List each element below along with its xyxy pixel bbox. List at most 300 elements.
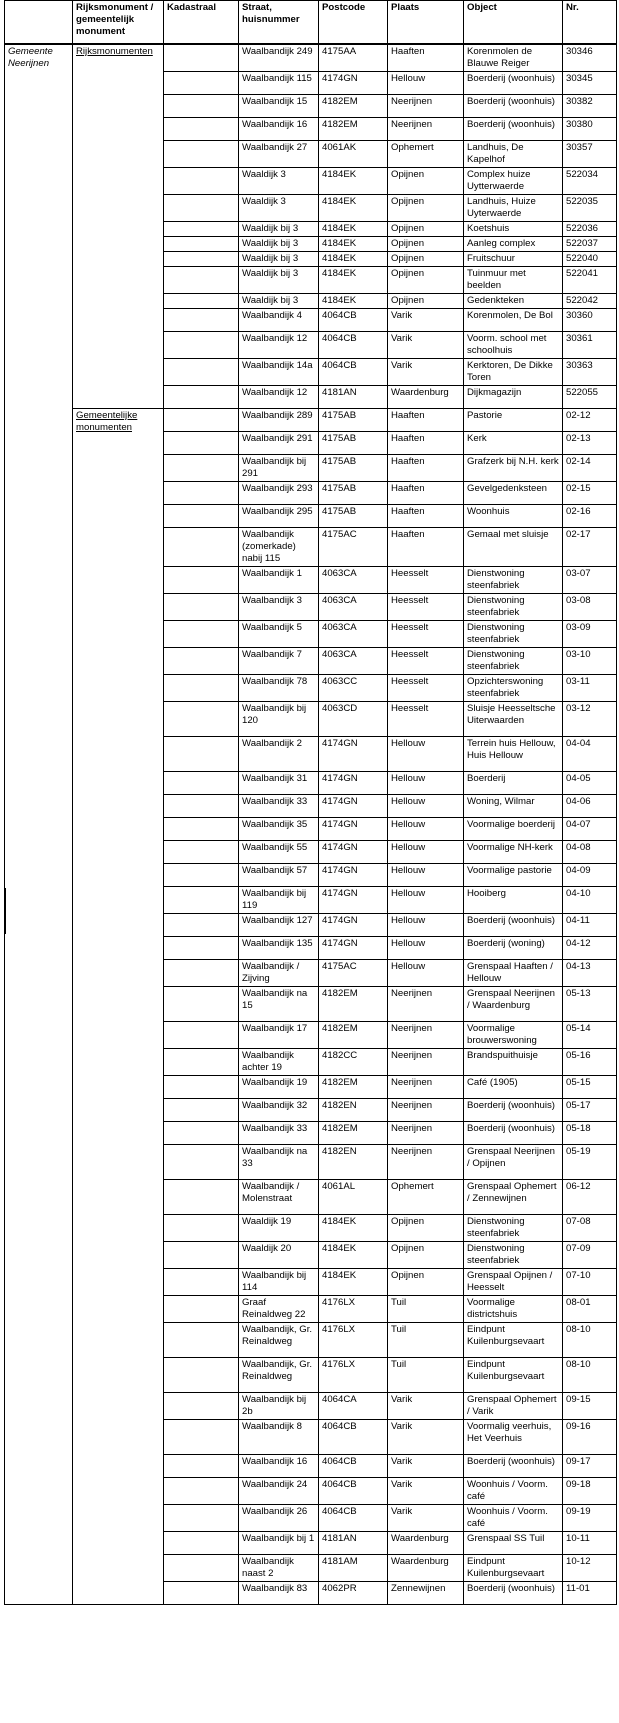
object-cell: Korenmolen de Blauwe Reiger (464, 44, 563, 72)
straat-cell: Waaldijk bij 3 (239, 237, 319, 252)
plaats-cell: Opijnen (388, 1269, 464, 1296)
straat-cell: Waaldijk bij 3 (239, 267, 319, 294)
straat-cell: Waalbandijk 2 (239, 737, 319, 772)
postcode-cell: 4176LX (319, 1296, 388, 1323)
nr-cell: 02-13 (563, 432, 617, 455)
kadastraal-cell (164, 1323, 239, 1358)
plaats-cell: Varik (388, 1393, 464, 1420)
straat-cell: Graaf Reinaldweg 22 (239, 1296, 319, 1323)
object-cell: Boerderij (woonhuis) (464, 72, 563, 95)
postcode-cell: 4184EK (319, 1269, 388, 1296)
plaats-cell: Tuil (388, 1323, 464, 1358)
object-cell: Dienstwoning steenfabriek (464, 594, 563, 621)
object-cell: Boerderij (woonhuis) (464, 1455, 563, 1478)
nr-cell: 07-08 (563, 1215, 617, 1242)
kadastraal-cell (164, 505, 239, 528)
object-cell: Gedenkteken (464, 294, 563, 309)
plaats-cell: Hellouw (388, 737, 464, 772)
object-cell: Aanleg complex (464, 237, 563, 252)
nr-cell: 03-10 (563, 648, 617, 675)
straat-cell: Waalbandijk bij 114 (239, 1269, 319, 1296)
kadastraal-cell (164, 1296, 239, 1323)
plaats-cell: Haaften (388, 505, 464, 528)
object-cell: Grenspaal Ophemert / Zennewijnen (464, 1180, 563, 1215)
plaats-cell: Zennewijnen (388, 1582, 464, 1605)
kadastraal-cell (164, 252, 239, 267)
kadastraal-cell (164, 195, 239, 222)
postcode-cell: 4182CC (319, 1049, 388, 1076)
straat-cell: Waalbandijk 24 (239, 1478, 319, 1505)
postcode-cell: 4062PR (319, 1582, 388, 1605)
postcode-cell: 4181AM (319, 1555, 388, 1582)
plaats-cell: Neerijnen (388, 1022, 464, 1049)
nr-cell: 09-15 (563, 1393, 617, 1420)
straat-cell: Waalbandijk 26 (239, 1505, 319, 1532)
kadastraal-cell (164, 702, 239, 737)
kadastraal-cell (164, 1455, 239, 1478)
nr-cell: 03-11 (563, 675, 617, 702)
object-cell: Dienstwoning steenfabriek (464, 567, 563, 594)
object-cell: Terrein huis Hellouw, Huis Hellouw (464, 737, 563, 772)
postcode-cell: 4175AA (319, 44, 388, 72)
postcode-cell: 4182EM (319, 1122, 388, 1145)
straat-cell: Waalbandijk 33 (239, 1122, 319, 1145)
straat-cell: Waalbandijk 249 (239, 44, 319, 72)
postcode-cell: 4175AC (319, 528, 388, 567)
object-cell: Brandspuithuisje (464, 1049, 563, 1076)
kadastraal-cell (164, 1099, 239, 1122)
plaats-cell: Haaften (388, 432, 464, 455)
nr-cell: 09-19 (563, 1505, 617, 1532)
kadastraal-cell (164, 237, 239, 252)
postcode-cell: 4184EK (319, 267, 388, 294)
plaats-cell: Opijnen (388, 1215, 464, 1242)
nr-cell: 04-12 (563, 937, 617, 960)
postcode-cell: 4174GN (319, 72, 388, 95)
header-kadastraal: Kadastraal (164, 1, 239, 45)
nr-cell: 07-10 (563, 1269, 617, 1296)
nr-cell: 10-11 (563, 1532, 617, 1555)
straat-cell: Waalbandijk 115 (239, 72, 319, 95)
kadastraal-cell (164, 267, 239, 294)
plaats-cell: Varik (388, 1505, 464, 1532)
object-cell: Woonhuis / Voorm. café (464, 1505, 563, 1532)
nr-cell: 522037 (563, 237, 617, 252)
plaats-cell: Varik (388, 1455, 464, 1478)
plaats-cell: Haaften (388, 44, 464, 72)
nr-cell: 30357 (563, 141, 617, 168)
kadastraal-cell (164, 482, 239, 505)
nr-cell: 522041 (563, 267, 617, 294)
object-cell: Boerderij (woonhuis) (464, 914, 563, 937)
postcode-cell: 4174GN (319, 887, 388, 914)
plaats-cell: Opijnen (388, 168, 464, 195)
straat-cell: Waalbandijk 16 (239, 118, 319, 141)
object-cell: Dijkmagazijn (464, 386, 563, 409)
monument-table (4, 0, 617, 1605)
object-cell: Kerk (464, 432, 563, 455)
object-cell: Grafzerk bij N.H. kerk (464, 455, 563, 482)
postcode-cell: 4175AB (319, 409, 388, 432)
table-row (5, 409, 617, 432)
kadastraal-cell (164, 864, 239, 887)
postcode-cell: 4064CB (319, 1455, 388, 1478)
postcode-cell: 4064CB (319, 359, 388, 386)
nr-cell: 04-10 (563, 887, 617, 914)
straat-cell: Waalbandijk 17 (239, 1022, 319, 1049)
kadastraal-cell (164, 432, 239, 455)
kadastraal-cell (164, 1269, 239, 1296)
nr-cell: 09-16 (563, 1420, 617, 1455)
postcode-cell: 4064CB (319, 1420, 388, 1455)
object-cell: Woonhuis (464, 505, 563, 528)
header-postcode: Postcode (319, 1, 388, 45)
object-cell: Tuinmuur met beelden (464, 267, 563, 294)
straat-cell: Waalbandijk 289 (239, 409, 319, 432)
plaats-cell: Opijnen (388, 252, 464, 267)
plaats-cell: Hellouw (388, 795, 464, 818)
plaats-cell: Hellouw (388, 914, 464, 937)
object-cell: Grenspaal SS Tuil (464, 1532, 563, 1555)
kadastraal-cell (164, 795, 239, 818)
nr-cell: 02-12 (563, 409, 617, 432)
nr-cell: 02-15 (563, 482, 617, 505)
plaats-cell: Neerijnen (388, 95, 464, 118)
nr-cell: 30345 (563, 72, 617, 95)
plaats-cell: Opijnen (388, 294, 464, 309)
plaats-cell: Haaften (388, 455, 464, 482)
category-cell: Gemeentelijke monumenten (73, 409, 164, 1605)
nr-cell: 11-01 (563, 1582, 617, 1605)
straat-cell: Waalbandijk 293 (239, 482, 319, 505)
kadastraal-cell (164, 1582, 239, 1605)
kadastraal-cell (164, 455, 239, 482)
object-cell: Eindpunt Kuilenburgsevaart (464, 1323, 563, 1358)
kadastraal-cell (164, 309, 239, 332)
postcode-cell: 4176LX (319, 1323, 388, 1358)
object-cell: Grenspaal Ophemert / Varik (464, 1393, 563, 1420)
object-cell: Koetshuis (464, 222, 563, 237)
straat-cell: Waalbandijk bij 120 (239, 702, 319, 737)
plaats-cell: Tuil (388, 1296, 464, 1323)
postcode-cell: 4174GN (319, 841, 388, 864)
postcode-cell: 4184EK (319, 222, 388, 237)
plaats-cell: Heesselt (388, 621, 464, 648)
straat-cell: Waalbandijk 14a (239, 359, 319, 386)
plaats-cell: Heesselt (388, 594, 464, 621)
nr-cell: 30380 (563, 118, 617, 141)
straat-cell: Waaldijk 3 (239, 168, 319, 195)
kadastraal-cell (164, 1022, 239, 1049)
postcode-cell: 4064CA (319, 1393, 388, 1420)
object-cell: Voormalig veerhuis, Het Veerhuis (464, 1420, 563, 1455)
kadastraal-cell (164, 72, 239, 95)
kadastraal-cell (164, 409, 239, 432)
plaats-cell: Heesselt (388, 702, 464, 737)
object-cell: Complex huize Uytterwaerde (464, 168, 563, 195)
postcode-cell: 4064CB (319, 309, 388, 332)
object-cell: Fruitschuur (464, 252, 563, 267)
straat-cell: Waalbandijk 16 (239, 1455, 319, 1478)
object-cell: Voorm. school met schoolhuis (464, 332, 563, 359)
nr-cell: 04-08 (563, 841, 617, 864)
nr-cell: 02-16 (563, 505, 617, 528)
kadastraal-cell (164, 118, 239, 141)
nr-cell: 522035 (563, 195, 617, 222)
kadastraal-cell (164, 818, 239, 841)
kadastraal-cell (164, 960, 239, 987)
object-cell: Grenspaal Haaften / Hellouw (464, 960, 563, 987)
postcode-cell: 4184EK (319, 252, 388, 267)
nr-cell: 06-12 (563, 1180, 617, 1215)
object-cell: Voormalige districtshuis (464, 1296, 563, 1323)
object-cell: Voormalige NH-kerk (464, 841, 563, 864)
postcode-cell: 4182EN (319, 1099, 388, 1122)
plaats-cell: Neerijnen (388, 1049, 464, 1076)
object-cell: Sluisje Heesseltsche Uiterwaarden (464, 702, 563, 737)
nr-cell: 04-11 (563, 914, 617, 937)
straat-cell: Waalbandijk / Molenstraat (239, 1180, 319, 1215)
nr-cell: 05-13 (563, 987, 617, 1022)
kadastraal-cell (164, 1393, 239, 1420)
object-cell: Grenspaal Neerijnen / Waardenburg (464, 987, 563, 1022)
postcode-cell: 4174GN (319, 795, 388, 818)
straat-cell: Waalbandijk 27 (239, 141, 319, 168)
plaats-cell: Ophemert (388, 141, 464, 168)
plaats-cell: Opijnen (388, 195, 464, 222)
nr-cell: 08-10 (563, 1358, 617, 1393)
nr-cell: 04-04 (563, 737, 617, 772)
object-cell: Gemaal met sluisje (464, 528, 563, 567)
object-cell: Dienstwoning steenfabriek (464, 621, 563, 648)
kadastraal-cell (164, 887, 239, 914)
postcode-cell: 4174GN (319, 772, 388, 795)
kadastraal-cell (164, 1215, 239, 1242)
nr-cell: 03-07 (563, 567, 617, 594)
kadastraal-cell (164, 1555, 239, 1582)
nr-cell: 05-14 (563, 1022, 617, 1049)
plaats-cell: Haaften (388, 528, 464, 567)
straat-cell: Waalbandijk, Gr. Reinaldweg (239, 1358, 319, 1393)
postcode-cell: 4063CC (319, 675, 388, 702)
postcode-cell: 4063CA (319, 594, 388, 621)
nr-cell: 30382 (563, 95, 617, 118)
object-cell: Voormalige pastorie (464, 864, 563, 887)
postcode-cell: 4064CB (319, 1478, 388, 1505)
straat-cell: Waaldijk 20 (239, 1242, 319, 1269)
object-cell: Voormalige boerderij (464, 818, 563, 841)
nr-cell: 02-17 (563, 528, 617, 567)
straat-cell: Waalbandijk na 33 (239, 1145, 319, 1180)
straat-cell: Waalbandijk 57 (239, 864, 319, 887)
nr-cell: 02-14 (563, 455, 617, 482)
postcode-cell: 4063CD (319, 702, 388, 737)
kadastraal-cell (164, 1420, 239, 1455)
object-cell: Opzichterswoning steenfabriek (464, 675, 563, 702)
plaats-cell: Ophemert (388, 1180, 464, 1215)
object-cell: Woning, Wilmar (464, 795, 563, 818)
object-cell: Dienstwoning steenfabriek (464, 1242, 563, 1269)
object-cell: Grenspaal Neerijnen / Opijnen (464, 1145, 563, 1180)
nr-cell: 522034 (563, 168, 617, 195)
margin-mark (4, 888, 6, 934)
postcode-cell: 4175AC (319, 960, 388, 987)
straat-cell: Waalbandijk 19 (239, 1076, 319, 1099)
kadastraal-cell (164, 1478, 239, 1505)
postcode-cell: 4181AN (319, 386, 388, 409)
postcode-cell: 4063CA (319, 621, 388, 648)
plaats-cell: Varik (388, 1478, 464, 1505)
postcode-cell: 4182EM (319, 1076, 388, 1099)
object-cell: Gevelgedenksteen (464, 482, 563, 505)
straat-cell: Waalbandijk 35 (239, 818, 319, 841)
nr-cell: 30346 (563, 44, 617, 72)
header-plaats: Plaats (388, 1, 464, 45)
postcode-cell: 4184EK (319, 1242, 388, 1269)
straat-cell: Waalbandijk 12 (239, 386, 319, 409)
postcode-cell: 4061AL (319, 1180, 388, 1215)
postcode-cell: 4174GN (319, 818, 388, 841)
straat-cell: Waalbandijk 8 (239, 1420, 319, 1455)
nr-cell: 03-09 (563, 621, 617, 648)
kadastraal-cell (164, 359, 239, 386)
plaats-cell: Opijnen (388, 1242, 464, 1269)
straat-cell: Waalbandijk 5 (239, 621, 319, 648)
kadastraal-cell (164, 44, 239, 72)
postcode-cell: 4184EK (319, 294, 388, 309)
kadastraal-cell (164, 648, 239, 675)
object-cell: Boerderij (woonhuis) (464, 1582, 563, 1605)
plaats-cell: Hellouw (388, 818, 464, 841)
straat-cell: Waalbandijk naast 2 (239, 1555, 319, 1582)
nr-cell: 07-09 (563, 1242, 617, 1269)
postcode-cell: 4176LX (319, 1358, 388, 1393)
object-cell: Eindpunt Kuilenburgsevaart (464, 1358, 563, 1393)
straat-cell: Waalbandijk 31 (239, 772, 319, 795)
straat-cell: Waaldijk 19 (239, 1215, 319, 1242)
straat-cell: Waalbandijk 3 (239, 594, 319, 621)
kadastraal-cell (164, 1076, 239, 1099)
object-cell: Boerderij (woonhuis) (464, 1099, 563, 1122)
straat-cell: Waalbandijk 15 (239, 95, 319, 118)
kadastraal-cell (164, 141, 239, 168)
object-cell: Kerktoren, De Dikke Toren (464, 359, 563, 386)
plaats-cell: Waardenburg (388, 386, 464, 409)
plaats-cell: Waardenburg (388, 1555, 464, 1582)
object-cell: Voormalige brouwerswoning (464, 1022, 563, 1049)
plaats-cell: Hellouw (388, 841, 464, 864)
straat-cell: Waalbandijk bij 119 (239, 887, 319, 914)
nr-cell: 10-12 (563, 1555, 617, 1582)
kadastraal-cell (164, 1122, 239, 1145)
object-cell: Pastorie (464, 409, 563, 432)
nr-cell: 04-07 (563, 818, 617, 841)
postcode-cell: 4063CA (319, 567, 388, 594)
kadastraal-cell (164, 772, 239, 795)
object-cell: Boerderij (464, 772, 563, 795)
header-row (5, 1, 617, 45)
plaats-cell: Hellouw (388, 72, 464, 95)
kadastraal-cell (164, 1145, 239, 1180)
straat-cell: Waalbandijk achter 19 (239, 1049, 319, 1076)
plaats-cell: Haaften (388, 482, 464, 505)
postcode-cell: 4174GN (319, 937, 388, 960)
kadastraal-cell (164, 675, 239, 702)
nr-cell: 522040 (563, 252, 617, 267)
straat-cell: Waalbandijk 55 (239, 841, 319, 864)
straat-cell: Waalbandijk 78 (239, 675, 319, 702)
postcode-cell: 4174GN (319, 864, 388, 887)
straat-cell: Waalbandijk bij 2b (239, 1393, 319, 1420)
plaats-cell: Hellouw (388, 937, 464, 960)
object-cell: Landhuis, Huize Uyterwaerde (464, 195, 563, 222)
object-cell: Boerderij (woonhuis) (464, 95, 563, 118)
postcode-cell: 4181AN (319, 1532, 388, 1555)
postcode-cell: 4184EK (319, 195, 388, 222)
plaats-cell: Hellouw (388, 887, 464, 914)
plaats-cell: Neerijnen (388, 118, 464, 141)
nr-cell: 09-17 (563, 1455, 617, 1478)
table-body (5, 44, 617, 1605)
object-cell: Hooiberg (464, 887, 563, 914)
nr-cell: 09-18 (563, 1478, 617, 1505)
straat-cell: Waalbandijk 83 (239, 1582, 319, 1605)
plaats-cell: Heesselt (388, 675, 464, 702)
postcode-cell: 4064CB (319, 1505, 388, 1532)
nr-cell: 05-15 (563, 1076, 617, 1099)
plaats-cell: Waardenburg (388, 1532, 464, 1555)
category-cell: Rijksmonumenten (73, 44, 164, 409)
straat-cell: Waalbandijk bij 1 (239, 1532, 319, 1555)
straat-cell: Waaldijk bij 3 (239, 252, 319, 267)
header-object: Object (464, 1, 563, 45)
postcode-cell: 4175AB (319, 432, 388, 455)
postcode-cell: 4184EK (319, 237, 388, 252)
kadastraal-cell (164, 1505, 239, 1532)
postcode-cell: 4174GN (319, 914, 388, 937)
postcode-cell: 4182EM (319, 987, 388, 1022)
header-gemeente (5, 1, 73, 45)
kadastraal-cell (164, 1358, 239, 1393)
object-cell: Boerderij (woonhuis) (464, 118, 563, 141)
straat-cell: Waalbandijk 295 (239, 505, 319, 528)
kadastraal-cell (164, 95, 239, 118)
kadastraal-cell (164, 621, 239, 648)
object-cell: Eindpunt Kuilenburgsevaart (464, 1555, 563, 1582)
object-cell: Boerderij (woning) (464, 937, 563, 960)
plaats-cell: Hellouw (388, 960, 464, 987)
nr-cell: 522055 (563, 386, 617, 409)
straat-cell: Waalbandijk 32 (239, 1099, 319, 1122)
kadastraal-cell (164, 332, 239, 359)
plaats-cell: Opijnen (388, 222, 464, 237)
straat-cell: Waalbandijk 4 (239, 309, 319, 332)
nr-cell: 03-08 (563, 594, 617, 621)
straat-cell: Waalbandijk 7 (239, 648, 319, 675)
plaats-cell: Varik (388, 1420, 464, 1455)
nr-cell: 30360 (563, 309, 617, 332)
postcode-cell: 4182EN (319, 1145, 388, 1180)
kadastraal-cell (164, 294, 239, 309)
kadastraal-cell (164, 914, 239, 937)
plaats-cell: Neerijnen (388, 1076, 464, 1099)
object-cell: Dienstwoning steenfabriek (464, 648, 563, 675)
nr-cell: 05-17 (563, 1099, 617, 1122)
nr-cell: 04-09 (563, 864, 617, 887)
postcode-cell: 4184EK (319, 1215, 388, 1242)
postcode-cell: 4182EM (319, 118, 388, 141)
nr-cell: 04-05 (563, 772, 617, 795)
